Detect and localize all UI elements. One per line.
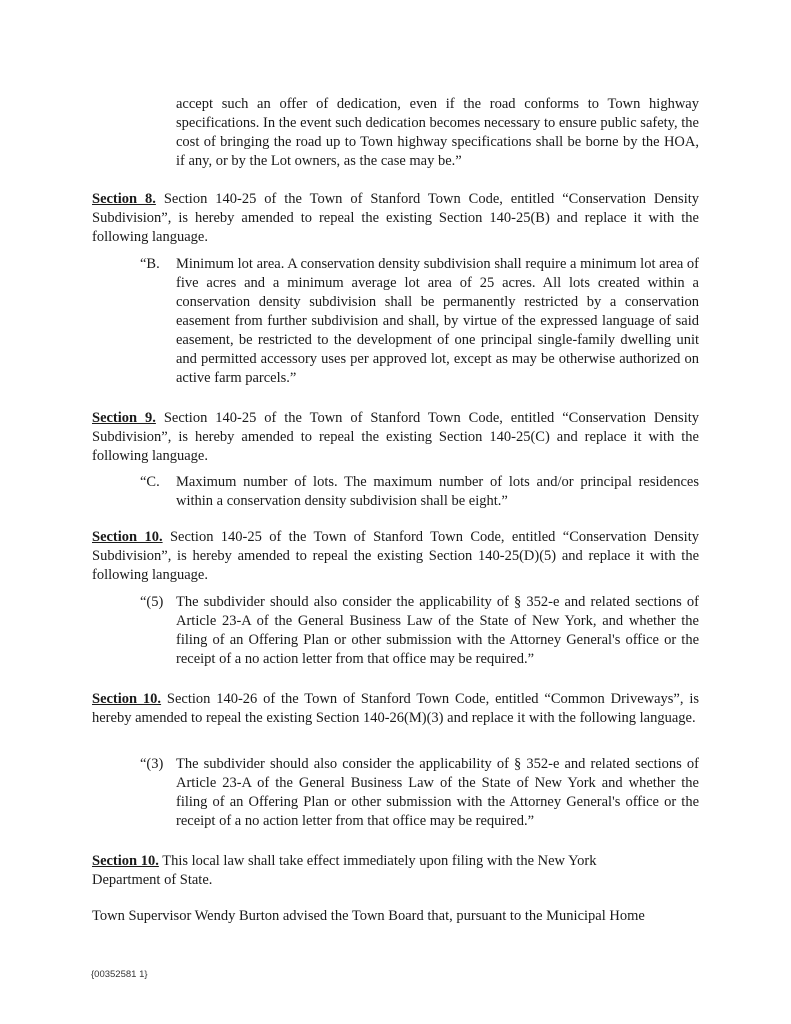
section-9-paragraph <box>92 409 699 466</box>
section-text: This local law shall take effect immediately upon filing with the New York Department of State. <box>92 853 597 888</box>
document-id-footer: {00352581 1} <box>91 969 148 980</box>
section-8-item <box>140 255 699 388</box>
section-10a-item <box>140 593 699 669</box>
item-label: “(3) <box>140 756 164 772</box>
item-text: The subdivider should also consider the applicability of § 352-e and related sections of Article 23-A of the General Business Law of the State of New York, and whether the filing of an Offering Plan or other submission with the Attorney General's office or the receipt of a no action letter from that office may be required.” <box>176 594 699 667</box>
section-10b-item <box>140 755 699 831</box>
item-label: “B. <box>140 256 160 272</box>
continuation-paragraph: accept such an offer of dedication, even if the road conforms to Town highway specifications. In the event such dedication becomes necessary to ensure public safety, the cost of bringing the road up to Town highway specifications shall be borne by the HOA, if any, or by the Lot owners, as the case may be.” <box>176 96 699 169</box>
section-8-paragraph <box>92 190 699 247</box>
section-text: Section 140-25 of the Town of Stanford Town Code, entitled “Conservation Density Subdivision”, is hereby amended to repeal the existing Section 140-25(B) and replace it with the following language. <box>92 191 699 245</box>
section-text: Section 140-25 of the Town of Stanford Town Code, entitled “Conservation Density Subdivision”, is hereby amended to repeal the existing Section 140-25(D)(5) and replace it with the following language. <box>92 529 699 583</box>
item-text: Maximum number of lots. The maximum number of lots and/or principal residences within a conservation density subdivision shall be eight.” <box>176 474 699 509</box>
section-10c-paragraph <box>92 852 652 890</box>
section-10a-paragraph <box>92 528 699 585</box>
item-text: Minimum lot area. A conservation density subdivision shall require a minimum lot area of five acres and a minimum average lot area of 25 acres. All lots created within a conservation density subdivision shall be permanently restricted by a conservation easement from further subdivision and shall, by virtue of the expressed language of said easement, be restricted to the development of one principal single-family dwelling unit and permitted accessory uses per approved lot, except as may be otherwise authorized on active farm parcels.” <box>176 256 699 386</box>
section-heading: Section 8. <box>92 191 156 207</box>
section-9-item <box>140 473 699 511</box>
item-label: “(5) <box>140 594 164 610</box>
section-heading: Section 9. <box>92 410 156 426</box>
section-text: Section 140-25 of the Town of Stanford Town Code, entitled “Conservation Density Subdivision”, is hereby amended to repeal the existing Section 140-25(C) and replace it with the following language. <box>92 410 699 464</box>
section-10b-paragraph <box>92 690 699 728</box>
item-text: The subdivider should also consider the applicability of § 352-e and related sections of Article 23-A of the General Business Law of the State of New York and whether the filing of an Offering Plan or other submission with the Attorney General's office or the receipt of a no action letter from that office may be required.” <box>176 756 699 829</box>
closing-paragraph: Town Supervisor Wendy Burton advised the Town Board that, pursuant to the Municipal Home <box>92 908 645 924</box>
section-heading: Section 10. <box>92 529 163 545</box>
item-label: “C. <box>140 474 160 490</box>
section-text: Section 140-26 of the Town of Stanford Town Code, entitled “Common Driveways”, is hereby amended to repeal the existing Section 140-26(M)(3) and replace it with the following language. <box>92 691 699 726</box>
section-heading: Section 10. <box>92 691 162 707</box>
section-heading: Section 10. <box>92 853 159 869</box>
